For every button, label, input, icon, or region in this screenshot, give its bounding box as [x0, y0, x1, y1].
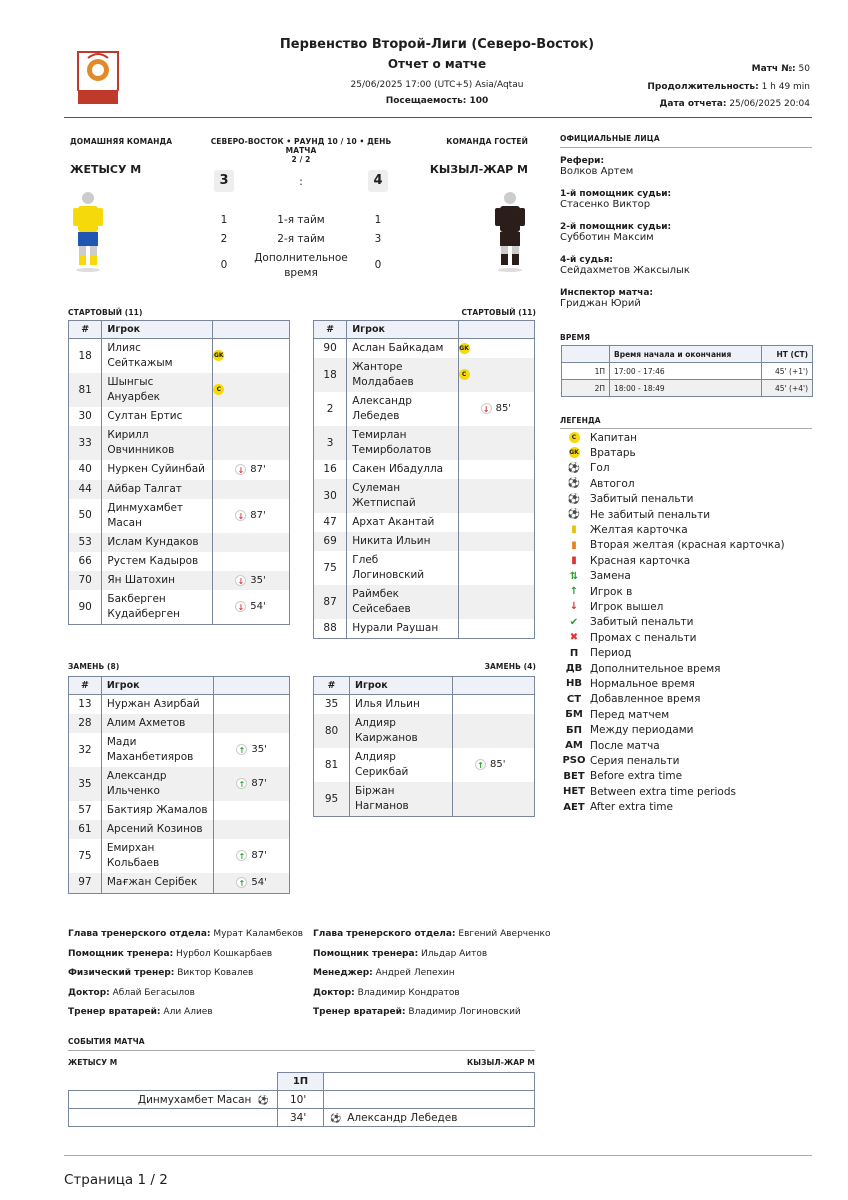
legend-abbr: HET [562, 786, 586, 798]
player-event [213, 426, 290, 460]
player-row [69, 533, 290, 552]
event-minute: 87' [251, 778, 267, 790]
home-kit-icon [68, 190, 108, 274]
away-subs-table: # Игрок 35 Илья Ильин 80 Алдияр Каиржанов 81 Алдияр Серикбай ↑ 85' 95 Біржан Нагманов [313, 676, 535, 817]
penalty-scored-icon: ⚽ [567, 493, 581, 505]
player-name: Біржан Нагманов [350, 782, 453, 817]
home-extra-time: 0 [220, 259, 228, 271]
legend-item [562, 553, 690, 568]
player-event [453, 782, 535, 817]
away-kit-icon [490, 190, 530, 274]
legend-item [562, 753, 679, 768]
player-number: 75 [69, 839, 102, 873]
player-row [69, 426, 290, 460]
goalkeeper-icon: GK [214, 352, 224, 359]
penalty-missed-icon: ⚽ [567, 509, 581, 520]
player-row [314, 479, 535, 513]
player-event [214, 801, 290, 820]
player-in-icon: ↑ [475, 759, 486, 770]
attendance: Посещаемость: 100 [385, 96, 489, 106]
player-event [453, 695, 535, 715]
player-number: 70 [69, 571, 102, 591]
away-period-2: 3 [374, 233, 382, 245]
player-row [69, 571, 290, 591]
report-date: Дата отчета: 25/06/2025 20:04 [659, 99, 810, 109]
player-name: Айбар Талгат [102, 480, 213, 499]
legend-label: Промах с пенальти [590, 631, 697, 644]
player-row [314, 714, 535, 748]
player-name: Динмухамбет Масан [102, 499, 213, 533]
player-event [458, 392, 534, 426]
player-number: 13 [69, 695, 102, 715]
player-number: 3 [314, 426, 347, 460]
legend-item [562, 738, 660, 753]
event-minute: 87' [250, 464, 266, 475]
player-row [69, 339, 290, 374]
away-staff: Глава тренерского отдела: Евгений Аверченко Помощник тренера: Ильдар Аитов Менеджер: Андрей Лепехин Доктор: Владимир Кондратов Тренер вратарей: Владимир Логиновский [313, 929, 551, 1018]
home-starting-table: # Игрок 18 Илияс Сейткажым GK 81 Шынгыс Ануарбек C 30 Султан Ертис 33 Кирилл Овчинников 40 Нуркен Суйинбай ↓ 87' 44 Айбар Талгат 50 Динмухамбет Масан ↓ 87' 53 Ислам Кундаков 66 Рустем Кадыров 70 Ян Шатохин ↓ 35' 90 Бакберген Кудайберген ↓ 54' [68, 320, 290, 625]
legend-label: Нормальное время [590, 677, 695, 690]
officials-heading: ОФИЦИАЛЬНЫЕ ЛИЦА [560, 134, 660, 143]
legend-item [562, 661, 720, 676]
home-starting-heading: СТАРТОВЫЙ (11) [68, 308, 143, 317]
player-name: Александр Ильченко [101, 767, 213, 801]
legend-label: Перед матчем [590, 708, 670, 721]
officials-divider [560, 147, 812, 148]
legend-label: Игрок в [590, 585, 633, 598]
event-minute: 87' [251, 850, 267, 862]
player-out-icon: ↓ [235, 464, 246, 475]
player-row [314, 460, 535, 479]
player-name: Ян Шатохин [102, 571, 213, 591]
player-name: Аслан Байкадам [347, 339, 458, 359]
home-period-2: 2 [220, 233, 228, 245]
event-minute: 54' [251, 877, 267, 888]
player-row [314, 551, 535, 585]
player-name: Александр Лебедев [347, 392, 458, 426]
federation-logo-text [74, 92, 122, 104]
player-row [314, 426, 535, 460]
player-name: Емирхан Кольбаев [101, 839, 213, 873]
legend-label: Замена [590, 570, 631, 583]
legend-label: После матча [590, 739, 660, 752]
legend-label: Красная карточка [590, 554, 691, 567]
legend-label: Автогол [590, 477, 635, 490]
player-row [314, 392, 535, 426]
event-minute: 87' [250, 509, 266, 521]
player-event [213, 339, 290, 374]
legend-item [562, 646, 632, 661]
player-number: 35 [69, 767, 102, 801]
player-name: Сакен Ибадулла [347, 460, 458, 479]
player-number: 50 [69, 499, 102, 533]
player-number: 90 [69, 590, 102, 625]
player-row [69, 820, 290, 839]
home-subs-heading: ЗАМЕНЬ (8) [68, 662, 120, 671]
player-row [69, 695, 290, 715]
player-row [69, 767, 290, 801]
time-table: Время начала и окончания НТ (СТ) 1П 17:00 - 17:46 45' (+1') 2П 18:00 - 18:49 45' (+4') [561, 345, 813, 397]
away-subs-heading: ЗАМЕНЬ (4) [484, 662, 536, 671]
player-event [213, 499, 290, 533]
player-row [69, 373, 290, 407]
player-row [69, 839, 290, 873]
player-event [453, 714, 535, 748]
report-title: Отчет о матче [387, 57, 487, 71]
match-datetime: 25/06/2025 17:00 (UTC+5) Asia/Aqtau [350, 80, 524, 90]
page-number: Страница 1 / 2 [64, 1172, 168, 1188]
player-event [214, 733, 290, 767]
event-minute: 85' [495, 403, 512, 415]
officials-list: Рефери: Волков Артем 1-й помощник судьи: Стасенко Виктор 2-й помощник судьи: Субботин Максим 4-й судья: Сейдахметов Жаксылык Инспектор матча: Гриджан Юрий [560, 156, 690, 309]
match-number: Матч №: 50 [751, 64, 810, 74]
legend-item [562, 769, 682, 784]
legend-heading: ЛЕГЕНДА [560, 416, 601, 425]
round-info: СЕВЕРО-ВОСТОК • РАУНД 10 / 10 • ДЕНЬ МАТЧА 2 / 2 [210, 137, 392, 164]
events-divider [68, 1050, 535, 1051]
player-event [458, 426, 534, 460]
player-event [213, 407, 290, 426]
player-name: Нурали Раушан [347, 619, 458, 639]
player-row [314, 782, 535, 817]
events-home-team: ЖЕТЫСУ М [68, 1058, 118, 1067]
legend-item [562, 800, 673, 815]
player-row [314, 695, 535, 715]
legend-item [562, 615, 694, 630]
player-event [214, 714, 290, 733]
player-row [69, 499, 290, 533]
player-name: Глеб Логиновский [347, 551, 458, 585]
legend-abbr: БП [566, 724, 582, 736]
player-number: 69 [314, 532, 347, 551]
header-divider [64, 117, 812, 118]
player-name: Жанторе Молдабаев [347, 358, 458, 392]
legend-item [562, 692, 700, 707]
legend-item [562, 676, 695, 691]
player-name: Кирилл Овчинников [102, 426, 213, 460]
score-separator: : [299, 175, 303, 188]
away-score: 4 [368, 170, 388, 192]
legend-abbr: СТ [566, 693, 582, 705]
penalty-miss-cross-icon: ✖ [569, 632, 579, 644]
player-event [213, 373, 290, 407]
player-in-icon: ↑ [236, 778, 247, 789]
player-event [458, 532, 534, 551]
player-number: 30 [314, 479, 347, 513]
player-event [458, 479, 534, 513]
legend-abbr: П [569, 647, 579, 659]
player-event [458, 460, 534, 479]
player-number: 30 [69, 407, 102, 426]
player-event [214, 695, 290, 715]
legend-label: Игрок вышел [590, 600, 664, 613]
footer-divider [64, 1155, 812, 1156]
player-row [69, 714, 290, 733]
legend-item [562, 507, 710, 522]
player-name: Сулеман Жетписпай [347, 479, 458, 513]
away-period-1: 1 [374, 214, 382, 226]
player-row [69, 460, 290, 480]
home-team-label: ДОМАШНЯЯ КОМАНДА [70, 137, 173, 146]
competition-title: Первенство Второй-Лиги (Северо-Восток) [279, 37, 595, 52]
extra-time-label: Дополнительное время [254, 252, 348, 279]
legend-abbr: AET [563, 801, 585, 813]
player-number: 53 [69, 533, 102, 552]
captain-icon: C [459, 369, 470, 380]
player-event [214, 839, 290, 873]
player-number: 18 [314, 358, 347, 392]
player-number: 2 [314, 392, 347, 426]
player-event [458, 585, 534, 619]
legend-label: Вторая желтая (красная карточка) [590, 539, 785, 552]
player-name: Алдияр Каиржанов [350, 714, 453, 748]
home-score: 3 [214, 170, 234, 192]
player-row [69, 873, 290, 893]
player-row [69, 733, 290, 767]
player-number: 80 [314, 714, 350, 748]
legend-label: Before extra time [590, 770, 683, 783]
player-row [314, 513, 535, 532]
player-event [213, 590, 290, 625]
player-number: 81 [69, 373, 102, 407]
player-name: Рустем Кадыров [102, 552, 213, 571]
event-minute: 54' [250, 601, 266, 613]
player-name: Никита Ильин [347, 532, 458, 551]
player-name: Нуркен Суйинбай [102, 460, 213, 480]
player-name: Архат Акантай [347, 513, 458, 532]
player-number: 95 [314, 782, 350, 817]
player-in-icon: ↑ [236, 744, 247, 755]
legend-abbr: АМ [565, 740, 583, 751]
legend-divider [560, 428, 812, 429]
player-name: Темирлан Темирболатов [347, 426, 458, 460]
player-row [314, 532, 535, 551]
player-in-icon: ↑ [236, 850, 247, 861]
home-staff: Глава тренерского отдела: Мурат Каламбеков Помощник тренера: Нурбол Кошкарбаев Физический тренер: Виктор Ковалев Доктор: Аблай Бегасылов Тренер вратарей: Али Алиев [68, 929, 304, 1018]
player-event [458, 513, 534, 532]
period-2-label: 2-я тайм [277, 233, 325, 245]
goal-icon: ⚽ [257, 1095, 269, 1106]
time-heading: ВРЕМЯ [560, 333, 591, 342]
legend-item [562, 476, 635, 491]
event-home-goal: Динмухамбет Масан ⚽ [69, 1091, 278, 1109]
player-number: 97 [69, 873, 102, 893]
own-goal-icon: ⚽ [567, 478, 581, 490]
player-name: Шынгыс Ануарбек [102, 373, 213, 407]
player-number: 35 [314, 695, 350, 715]
player-number: 61 [69, 820, 102, 839]
player-name: Султан Ертис [102, 407, 213, 426]
legend-item [562, 584, 632, 599]
player-event [214, 873, 290, 893]
goalkeeper-icon: GK [459, 344, 469, 352]
player-number: 88 [314, 619, 347, 639]
player-name: Алим Ахметов [101, 714, 213, 733]
legend-label: Желтая карточка [590, 523, 688, 536]
goalkeeper-icon: GK [569, 449, 579, 457]
away-team-label: КОМАНДА ГОСТЕЙ [446, 137, 528, 146]
player-name: Мағжан Серібек [101, 873, 213, 893]
player-event [214, 820, 290, 839]
player-row [69, 552, 290, 571]
legend-label: Капитан [590, 431, 637, 444]
player-number: 75 [314, 551, 347, 585]
player-name: Бактияр Жамалов [101, 801, 213, 820]
player-number: 66 [69, 552, 102, 571]
player-number: 57 [69, 801, 102, 820]
legend-item [562, 461, 610, 476]
player-out-icon: ↓ [481, 403, 492, 414]
player-row [314, 339, 535, 359]
player-event [458, 358, 534, 392]
legend-abbr: БМ [565, 709, 583, 721]
player-name: Мади Маханбетияров [101, 733, 213, 767]
legend-item [562, 538, 785, 553]
legend-label: Период [590, 647, 632, 660]
player-event [213, 533, 290, 552]
match-duration: Продолжительность: 1 h 49 min [647, 82, 810, 92]
legend-abbr: PSO [562, 755, 586, 767]
player-row [314, 619, 535, 639]
events-heading: СОБЫТИЯ МАТЧА [68, 1037, 145, 1046]
legend-label: After extra time [590, 801, 673, 814]
player-out-icon: ↓ [569, 601, 579, 613]
legend-item [562, 723, 693, 738]
yellow-card-icon: ▮ [571, 524, 577, 536]
event-away-goal: ⚽ Александр Лебедев [324, 1109, 535, 1127]
player-number: 40 [69, 460, 102, 480]
away-starting-table: # Игрок 90 Аслан Байкадам GK 18 Жанторе Молдабаев C 2 Александр Лебедев ↓ 85' 3 Темирлан Темирболатов 16 Сакен Ибадулла 30 Сулеман Жетписпай 47 Архат Акантай 69 Никита Ильин 75 Глеб Логиновский 87 Раймбек Сейсебаев 88 Нурали Раушан [313, 320, 535, 639]
event-minute: 85' [490, 759, 506, 771]
legend-abbr: BET [563, 770, 585, 782]
player-row [314, 585, 535, 619]
player-number: 16 [314, 460, 347, 479]
goal-icon: ⚽ [330, 1113, 342, 1124]
substitution-icon: ⇅ [569, 570, 579, 582]
home-team-name: ЖЕТЫСУ М [70, 163, 142, 176]
player-number: 33 [69, 426, 102, 460]
player-number: 90 [314, 339, 347, 359]
home-subs-table: # Игрок 13 Нуржан Азирбай 28 Алим Ахметов 32 Мади Маханбетияров ↑ 35' 35 Александр Ильченко ↑ 87' 57 Бактияр Жамалов 61 Арсений Козинов 75 Емирхан Кольбаев ↑ 87' 97 Мағжан Серібек ↑ 54' [68, 676, 290, 894]
away-extra-time: 0 [374, 259, 382, 271]
legend-label: Серия пенальти [590, 754, 680, 767]
player-number: 18 [69, 339, 102, 374]
player-event [458, 551, 534, 585]
period-1-label: 1-я тайм [277, 214, 325, 226]
legend-label: Гол [590, 462, 610, 475]
legend-item [562, 630, 696, 645]
player-event [458, 339, 534, 359]
player-event [213, 571, 290, 591]
player-event [214, 767, 290, 801]
legend-abbr: НВ [566, 678, 582, 690]
events-away-team: КЫЗЫЛ-ЖАР М [467, 1058, 535, 1067]
legend-item [562, 784, 736, 799]
player-row [69, 590, 290, 625]
player-row [69, 407, 290, 426]
player-event [458, 619, 534, 639]
event-minute: 35' [250, 574, 266, 586]
legend-label: Не забитый пенальти [590, 508, 711, 521]
legend-item [562, 599, 663, 614]
player-number: 87 [314, 585, 347, 619]
legend-abbr: ДВ [565, 663, 583, 674]
player-name: Алдияр Серикбай [350, 748, 453, 782]
player-row [69, 801, 290, 820]
legend-label: Забитый пенальти [590, 616, 694, 629]
events-table: 1П Динмухамбет Масан ⚽ 10' 34' ⚽ Александр Лебедев [68, 1072, 535, 1127]
player-out-icon: ↓ [235, 601, 246, 612]
player-event [213, 460, 290, 480]
player-name: Нуржан Азирбай [101, 695, 213, 715]
player-name: Ислам Кундаков [102, 533, 213, 552]
player-out-icon: ↓ [235, 575, 246, 586]
legend-label: Дополнительное время [590, 662, 721, 675]
legend-label: Between extra time periods [590, 785, 736, 798]
player-name: Раймбек Сейсебаев [347, 585, 458, 619]
legend-item [562, 707, 669, 722]
legend-label: Между периодами [590, 724, 694, 737]
player-number: 44 [69, 480, 102, 499]
captain-icon: C [213, 384, 224, 395]
player-row [314, 748, 535, 782]
player-in-icon: ↑ [569, 586, 579, 597]
player-name: Илья Ильин [350, 695, 453, 715]
player-row [314, 358, 535, 392]
player-number: 81 [314, 748, 350, 782]
legend-item [562, 445, 636, 460]
player-name: Бакберген Кудайберген [102, 590, 213, 625]
legend-label: Добавленное время [590, 693, 701, 706]
away-starting-heading: СТАРТОВЫЙ (11) [461, 308, 536, 317]
legend-item [562, 492, 694, 507]
legend-item [562, 430, 637, 445]
captain-icon: C [562, 432, 586, 444]
player-event [453, 748, 535, 782]
home-period-1: 1 [220, 214, 228, 226]
legend-label: Вратарь [590, 446, 636, 459]
legend-label: Забитый пенальти [590, 493, 694, 506]
red-card-icon: ▮ [571, 555, 577, 567]
away-team-name: КЫЗЫЛ-ЖАР М [429, 163, 528, 176]
player-name: Арсений Козинов [101, 820, 213, 839]
legend-item [562, 522, 688, 537]
player-number: 32 [69, 733, 102, 767]
player-row [69, 480, 290, 499]
player-event [213, 480, 290, 499]
event-minute: 35' [251, 744, 267, 756]
player-number: 47 [314, 513, 347, 532]
second-yellow-icon: ▮ [571, 539, 577, 551]
player-out-icon: ↓ [235, 510, 246, 521]
legend-item [562, 569, 631, 584]
penalty-scored-check-icon: ✔ [569, 616, 579, 628]
player-in-icon: ↑ [236, 877, 247, 888]
player-name: Илияс Сейткажым [102, 339, 213, 374]
player-number: 28 [69, 714, 102, 733]
goal-icon: ⚽ [567, 462, 581, 474]
player-event [213, 552, 290, 571]
